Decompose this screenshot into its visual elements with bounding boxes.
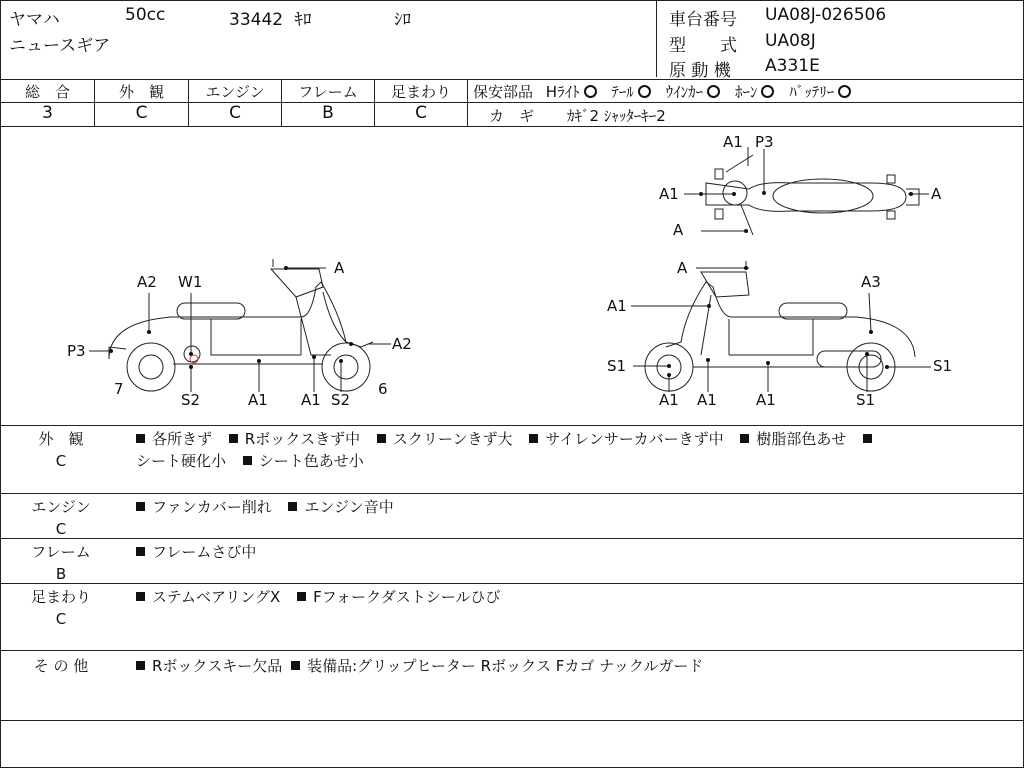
section-rule: [1, 493, 1023, 494]
ok-mark-icon: [707, 85, 720, 98]
safety-label: 保安部品: [473, 83, 534, 101]
section-engine: [1, 496, 1023, 538]
grade-exterior-label: 外 観: [118, 83, 164, 101]
frame-no: UA08J-026506: [765, 5, 887, 25]
safety-item-battery: ﾊﾞｯﾃﾘｰ: [789, 83, 861, 101]
safety-item-tail: ﾃｰﾙ: [611, 83, 661, 101]
section-rule: [1, 583, 1023, 584]
grade-exterior-value: C: [135, 103, 148, 123]
tag-top-a-grip: A: [673, 221, 684, 239]
section-frame-items: フレームさび中: [136, 541, 1006, 563]
engine-value: A331E: [765, 56, 820, 76]
bullet-icon: [377, 434, 386, 443]
ok-mark-icon: [584, 85, 597, 98]
tag-right-s1-front: S1: [607, 357, 627, 375]
key-label: カ ギ: [489, 107, 535, 125]
safety-item-headlight: Hﾗｲﾄ: [546, 83, 607, 101]
safety-item-horn: ﾎｰﾝ: [735, 83, 785, 101]
header-divider: [656, 1, 657, 77]
section-rule: [1, 720, 1023, 721]
bullet-icon: [229, 434, 238, 443]
grade-suspension-value: C: [415, 103, 427, 123]
tag-left-a2-fender: A2: [392, 335, 412, 353]
safety-item-winker: ｳｲﾝｶｰ: [666, 83, 731, 101]
mileage-value: 33442: [229, 10, 284, 30]
bullet-icon: [136, 547, 145, 556]
model-name: ニュースギア: [9, 36, 111, 56]
diagram-bottom-rule: [1, 425, 1023, 426]
maker: ヤマハ: [9, 10, 60, 30]
tag-top-a1-handle: A1: [723, 133, 743, 151]
engine-label: 原 動 機: [669, 61, 731, 81]
tag-left-6: 6: [378, 380, 388, 398]
ok-mark-icon: [638, 85, 651, 98]
tag-left-s2-front: S2: [331, 391, 351, 409]
tag-right-a1-floor: A1: [756, 391, 776, 409]
bullet-icon: [291, 661, 300, 670]
tag-left-a1-floor: A1: [248, 391, 268, 409]
tag-top-a-rear: A: [931, 185, 942, 203]
tag-left-p3: P3: [67, 342, 86, 360]
bullet-icon: [136, 434, 145, 443]
frame-no-label: 車台番号: [669, 10, 737, 30]
type-label: 型 式: [669, 36, 737, 56]
section-exterior-items: 各所きず Rボックスきず中 スクリーンきず大 サイレンサーカバーきず中 樹脂部色あせ シート硬化小 シート色あせ小: [136, 428, 1006, 472]
tag-right-a1-wheel: A1: [659, 391, 679, 409]
bullet-icon: [288, 502, 297, 511]
key-value: ｶｷﾞ2 ｼｬｯﾀｰｷｰ2: [567, 107, 666, 125]
tag-left-w1: W1: [178, 273, 203, 291]
grade-frame-value: B: [322, 103, 334, 123]
displacement: 50cc: [125, 5, 166, 25]
section-engine-name: エンジン C: [31, 498, 91, 538]
tag-right-s1-rear: S1: [933, 357, 953, 375]
ok-mark-icon: [838, 85, 851, 98]
section-suspension: [1, 586, 1023, 648]
section-frame-name: フレーム B: [31, 543, 91, 583]
section-rule: [1, 538, 1023, 539]
damage-diagram: [1, 127, 1023, 425]
section-frame: [1, 541, 1023, 583]
bullet-icon: [529, 434, 538, 443]
section-exterior: [1, 428, 1023, 492]
safety-mid-rule: [468, 102, 1023, 103]
mileage: [229, 5, 312, 30]
tag-right-a-mirror: A: [677, 259, 688, 277]
section-rule: [1, 650, 1023, 651]
grade-engine-value: C: [229, 103, 241, 123]
bullet-icon: [863, 434, 872, 443]
section-engine-items: ファンカバー削れ エンジン音中: [136, 496, 1006, 518]
bullet-icon: [243, 456, 252, 465]
grade-total-value: 3: [42, 103, 53, 123]
damage-dots: [109, 191, 913, 377]
tag-right-a3: A3: [861, 273, 881, 291]
bullet-icon: [136, 661, 145, 670]
bullet-icon: [136, 502, 145, 511]
bullet-icon: [297, 592, 306, 601]
section-other-items: Rボックスキー欠品 装備品:グリップヒーター Rボックス Fカゴ ナックルガード: [136, 655, 1006, 677]
grade-suspension-label: 足まわり: [390, 83, 451, 101]
tag-top-a1-left: A1: [659, 185, 679, 203]
tag-top-p3: P3: [755, 133, 774, 151]
grade-engine-label: エンジン: [205, 83, 265, 101]
mileage-unit: ｷﾛ: [294, 10, 312, 30]
bullet-icon: [136, 592, 145, 601]
section-other: [1, 655, 1023, 717]
tag-left-a-mirror: A: [334, 259, 345, 277]
tag-right-a1-front: A1: [697, 391, 717, 409]
section-exterior-name: 外 観 C: [38, 430, 84, 470]
tag-left-a2-body: A2: [137, 273, 157, 291]
ok-mark-icon: [761, 85, 774, 98]
top-view-scooter-icon: [706, 155, 919, 235]
section-other-name: そ の 他: [33, 657, 89, 675]
grade-total-label: 総 合: [24, 83, 70, 101]
tag-left-s2-rear: S2: [181, 391, 201, 409]
tag-right-s1-muffler: S1: [856, 391, 876, 409]
tag-right-a1-shield: A1: [607, 297, 627, 315]
section-suspension-name: 足まわり C: [30, 588, 91, 628]
section-suspension-items: ステムベアリングX Fフォークダストシールひび: [136, 586, 1006, 608]
tag-left-a1-front: A1: [301, 391, 321, 409]
header-rule: [1, 79, 1023, 80]
type-value: UA08J: [765, 31, 816, 51]
safety-parts: [473, 81, 861, 102]
color: ｼﾛ: [394, 10, 411, 30]
grade-frame-label: フレーム: [298, 83, 358, 101]
bullet-icon: [740, 434, 749, 443]
tag-left-7: 7: [114, 380, 124, 398]
